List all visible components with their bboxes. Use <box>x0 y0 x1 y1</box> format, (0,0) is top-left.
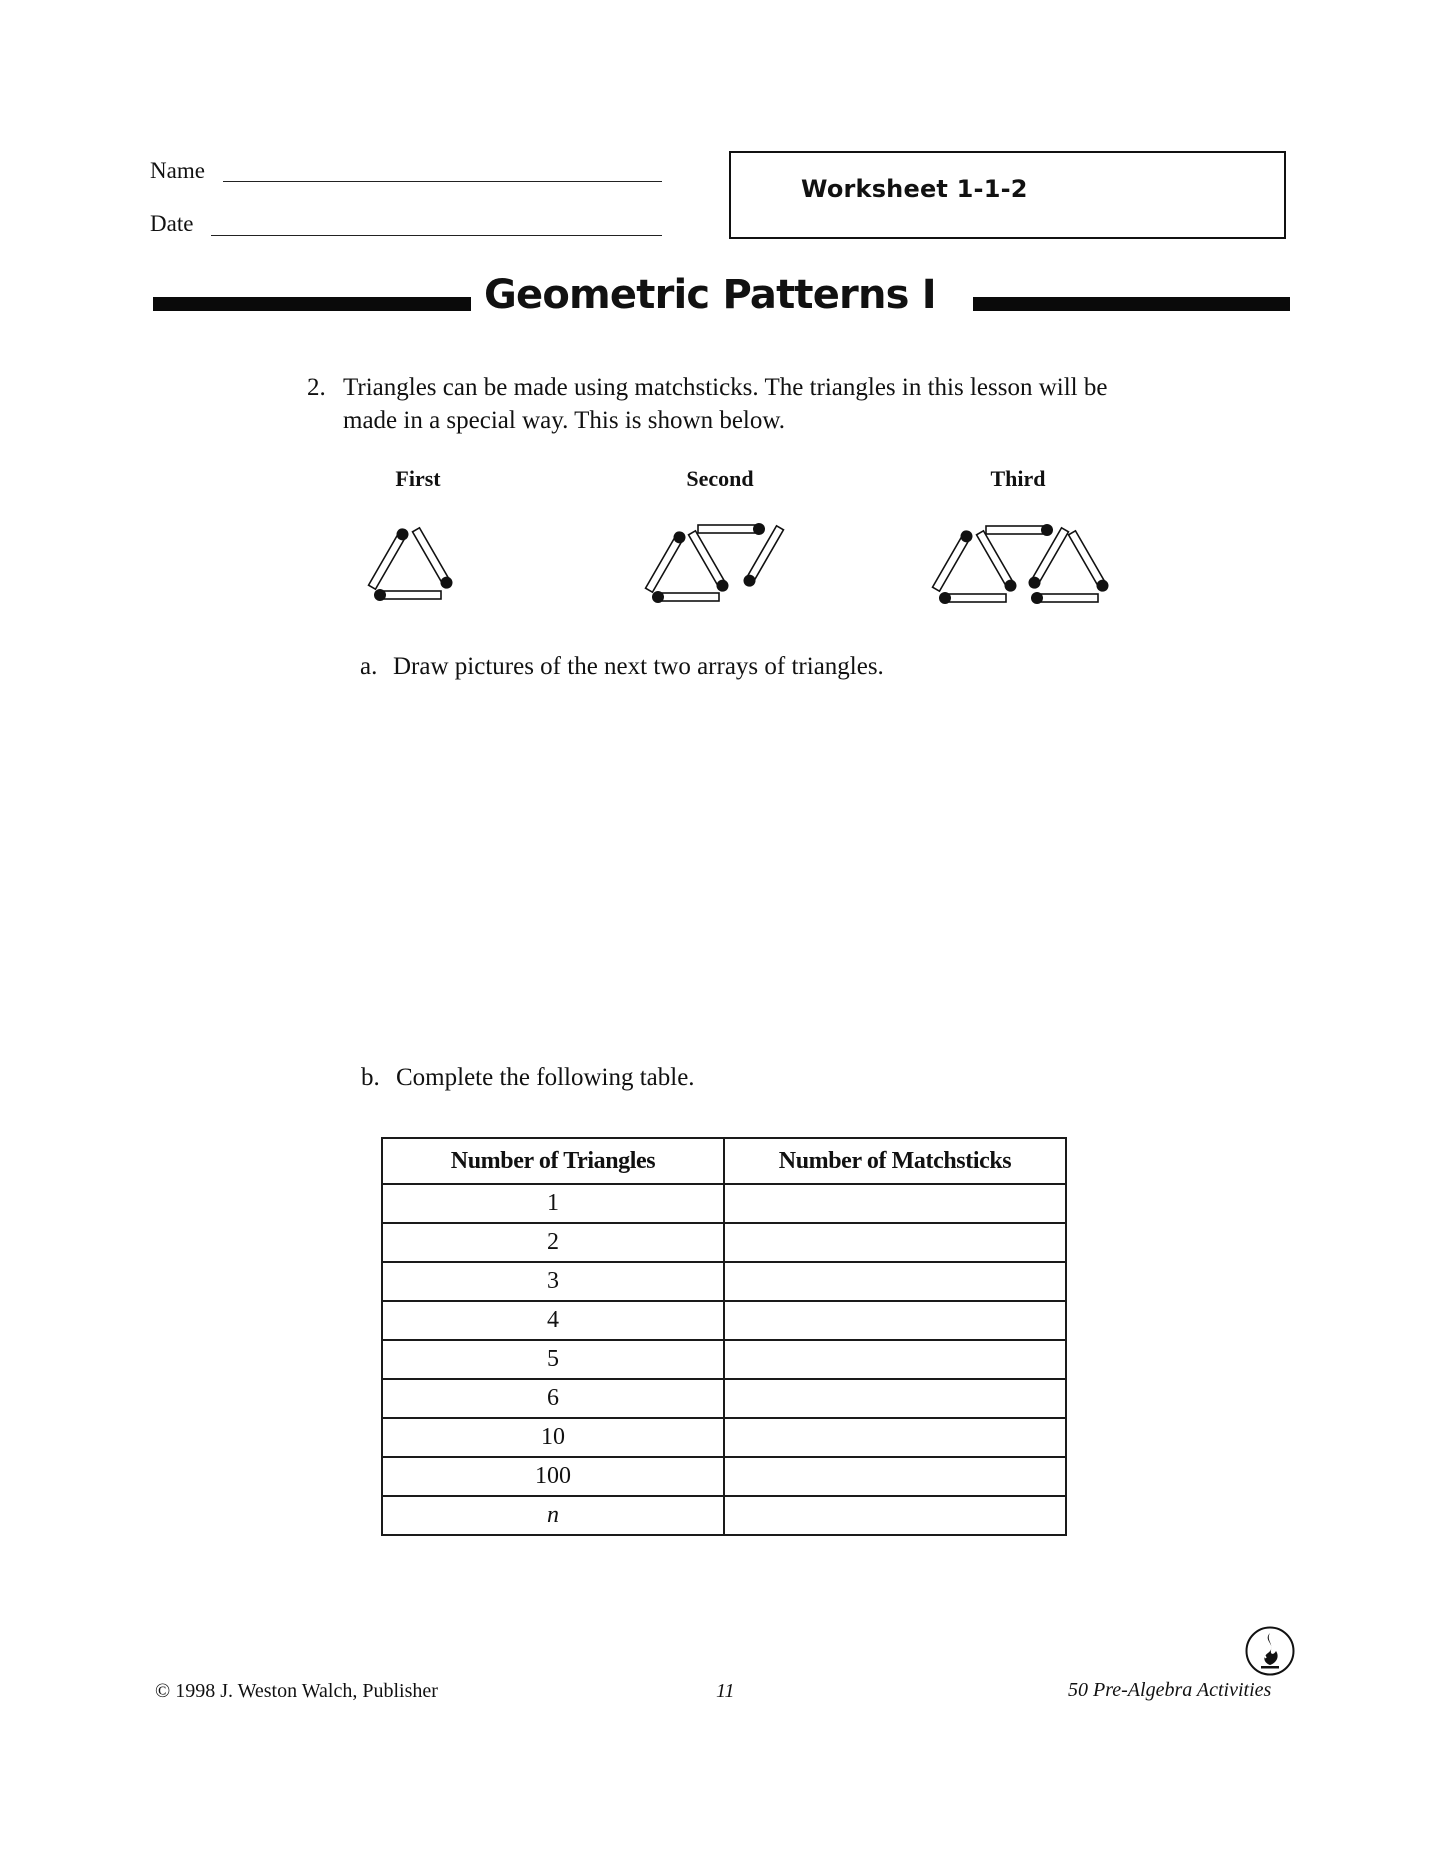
date-label: Date <box>150 211 194 236</box>
figure-third <box>931 524 1111 604</box>
matchstick <box>939 592 1006 604</box>
figure-first <box>367 526 455 601</box>
matchstick <box>652 591 719 603</box>
table-row <box>382 1301 1066 1340</box>
matchstick <box>1067 530 1111 594</box>
table-row <box>382 1262 1066 1301</box>
table-row <box>382 1457 1066 1496</box>
copyright: © 1998 J. Weston Walch, Publisher <box>155 1680 438 1702</box>
header-triangles: Number of Triangles <box>382 1138 724 1184</box>
matchstick-figures <box>0 0 1445 700</box>
triangles-cell: 100 <box>382 1457 724 1496</box>
header-matchsticks: Number of Matchsticks <box>724 1138 1066 1184</box>
page-number: 11 <box>716 1680 735 1702</box>
matchsticks-answer-cell[interactable] <box>724 1184 1066 1223</box>
matchstick <box>411 527 455 591</box>
matchsticks-answer-cell[interactable] <box>724 1262 1066 1301</box>
book-title: 50 Pre-Algebra Activities <box>1068 1679 1272 1701</box>
table-row <box>382 1340 1066 1379</box>
part-a-letter: a. <box>360 653 378 680</box>
question-text-line1: Triangles can be made using matchsticks. The triangles in this lesson will be <box>343 374 1108 401</box>
triangles-cell: 3 <box>382 1262 724 1301</box>
matchsticks-answer-cell[interactable] <box>724 1496 1066 1535</box>
name-label: Name <box>150 158 205 183</box>
table-row <box>382 1379 1066 1418</box>
triangles-cell: 5 <box>382 1340 724 1379</box>
question-number: 2. <box>307 374 326 401</box>
table-row <box>382 1418 1066 1457</box>
table-header-row <box>382 1138 1066 1184</box>
part-b-text: Complete the following table. <box>396 1064 695 1091</box>
matchstick <box>975 530 1019 594</box>
triangles-cell: 2 <box>382 1223 724 1262</box>
part-a-text: Draw pictures of the next two arrays of triangles. <box>393 653 884 680</box>
flame-logo-icon <box>1244 1625 1296 1677</box>
matchsticks-answer-cell[interactable] <box>724 1223 1066 1262</box>
figure-second <box>644 523 785 603</box>
triangles-cell: 4 <box>382 1301 724 1340</box>
table-row <box>382 1223 1066 1262</box>
drawing-area[interactable] <box>360 700 1080 1030</box>
part-b-letter: b. <box>361 1064 380 1091</box>
matchstick <box>986 524 1053 536</box>
matchstick <box>1031 592 1098 604</box>
question-text-line2: made in a special way. This is shown below. <box>343 407 786 434</box>
figure-label-first: First <box>395 466 441 491</box>
matchstick <box>698 523 765 535</box>
matchsticks-answer-cell[interactable] <box>724 1457 1066 1496</box>
matchstick <box>644 529 688 593</box>
matchsticks-answer-cell[interactable] <box>724 1301 1066 1340</box>
matchsticks-answer-cell[interactable] <box>724 1418 1066 1457</box>
matchstick <box>1026 527 1070 591</box>
matchsticks-answer-cell[interactable] <box>724 1340 1066 1379</box>
matchstick <box>374 589 441 601</box>
matchstick <box>687 530 731 594</box>
matchsticks-answer-cell[interactable] <box>724 1379 1066 1418</box>
triangles-cell: 1 <box>382 1184 724 1223</box>
worksheet-label: Worksheet 1-1-2 <box>801 175 1028 203</box>
triangles-cell: n <box>382 1496 724 1535</box>
table-row <box>382 1496 1066 1535</box>
figure-label-third: Third <box>990 466 1046 491</box>
page-title: Geometric Patterns I <box>484 272 936 318</box>
triangles-cell: 6 <box>382 1379 724 1418</box>
triangles-cell: 10 <box>382 1418 724 1457</box>
matchstick <box>741 525 785 589</box>
figure-label-second: Second <box>686 466 754 491</box>
table-row <box>382 1184 1066 1223</box>
matchstick <box>931 528 975 592</box>
matchstick <box>367 526 411 590</box>
matchstick-table <box>381 1137 1067 1536</box>
